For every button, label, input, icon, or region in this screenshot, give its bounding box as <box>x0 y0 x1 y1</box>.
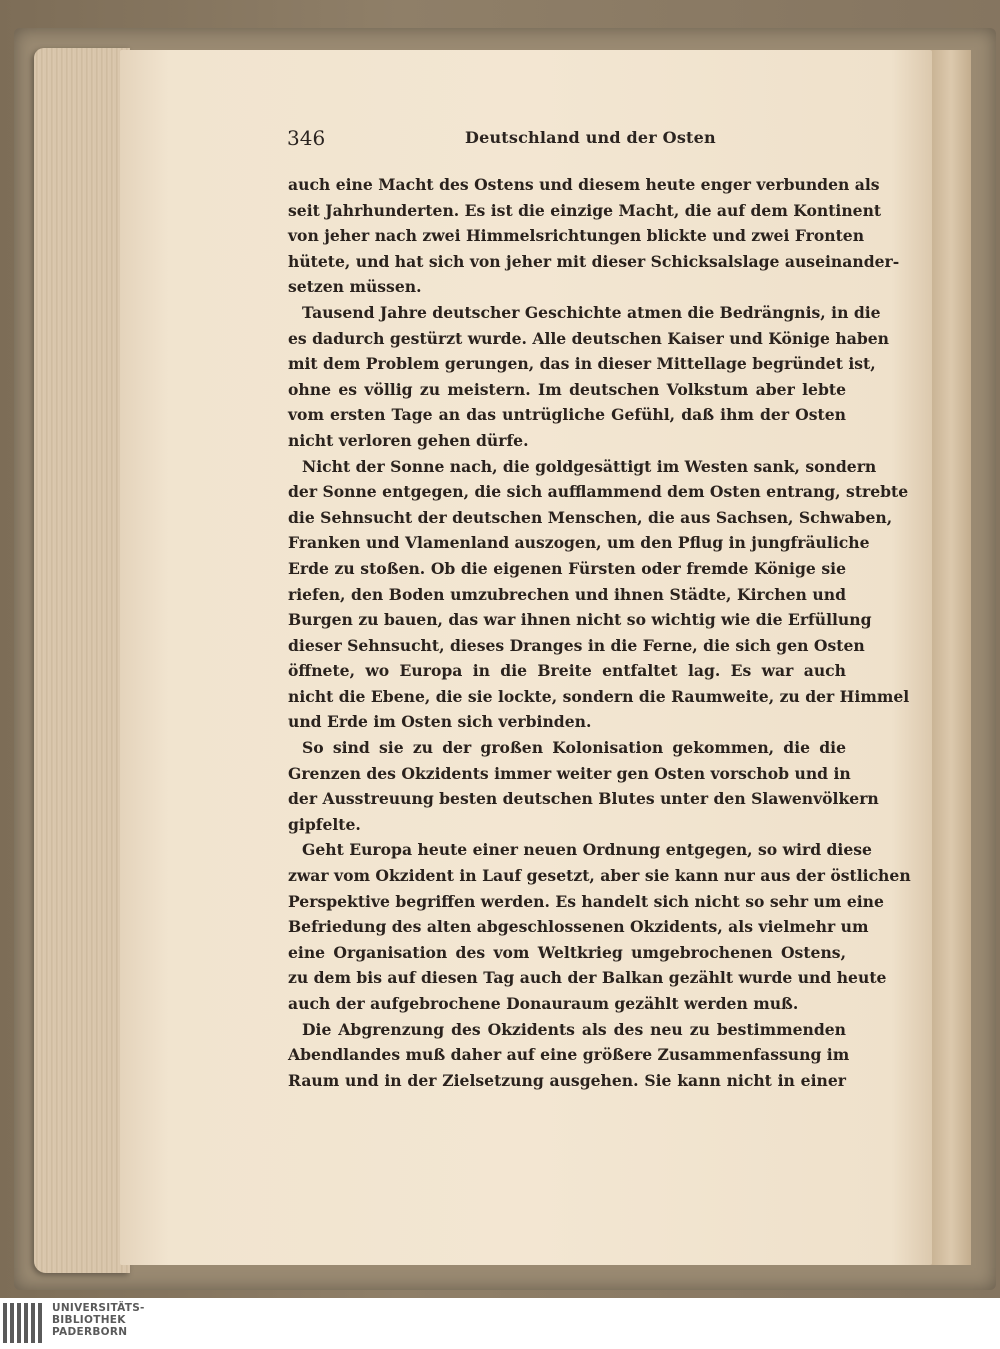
text-line: der Sonne entgegen, die sich aufflammend dem Osten entrang, strebte <box>288 482 909 502</box>
logo-bar <box>3 1303 7 1343</box>
text-line: mit dem Problem gerungen, das in dieser Mittellage begründet ist, <box>288 354 876 374</box>
text-line: nicht die Ebene, die sie lockte, sondern die Raumweite, zu der Himmel <box>288 686 910 706</box>
text-line: riefen, den Boden umzubrechen und ihnen Städte, Kirchen und <box>288 584 846 604</box>
logo-bar <box>17 1303 21 1343</box>
text-line: Nicht der Sonne nach, die goldgesättigt im Westen sank, sondern <box>302 456 877 476</box>
text-line: gipfelte. <box>288 814 361 834</box>
logo-line-3: PADERBORN <box>52 1326 128 1338</box>
text-line: zwar vom Okzident in Lauf gesetzt, aber sie kann nur aus der östlichen <box>288 866 911 886</box>
logo-line-2: BIBLIOTHEK <box>52 1314 126 1326</box>
text-line: ohne es völlig zu meistern. Im deutschen Volkstum aber lebte <box>288 379 846 399</box>
text-line: von jeher nach zwei Himmelsrichtungen blickte und zwei Fronten <box>288 226 865 246</box>
logo-bar <box>31 1303 35 1343</box>
library-logo-text <box>52 1302 145 1338</box>
text-line: dieser Sehnsucht, dieses Dranges in die Ferne, die sich gen Osten <box>288 635 865 655</box>
text-line: Franken und Vlamenland auszogen, um den Pflug in jungfräuliche <box>288 533 870 553</box>
text-line: Tausend Jahre deutscher Geschichte atmen die Bedrängnis, in die <box>302 302 881 322</box>
text-line: nicht verloren gehen dürfe. <box>288 430 529 450</box>
text-line: Die Abgrenzung des Okzidents als des neu zu bestimmenden <box>302 1019 846 1039</box>
text-line: es dadurch gestürzt wurde. Alle deutschen Kaiser und Könige haben <box>288 328 889 348</box>
page-header <box>287 126 847 156</box>
logo-line-1: UNIVERSITÄTS- <box>52 1302 145 1314</box>
text-line: seit Jahrhunderten. Es ist die einzige Macht, die auf dem Kontinent <box>288 200 882 220</box>
text-line: auch der aufgebrochene Donauraum gezählt werden muß. <box>288 994 799 1013</box>
text-line: Erde zu stoßen. Ob die eigenen Fürsten oder fremde Könige sie <box>288 558 846 578</box>
text-line: Abendlandes muß daher auf eine größere Zusammenfassung im <box>288 1045 850 1065</box>
library-logo-icon <box>3 1303 43 1343</box>
text-line: zu dem bis auf diesen Tag auch der Balkan gezählt wurde und heute <box>288 968 887 988</box>
text-line: die Sehnsucht der deutschen Menschen, die aus Sachsen, Schwaben, <box>288 507 893 527</box>
footer-bar <box>0 1298 1000 1349</box>
text-line: Grenzen des Okzidents immer weiter gen Osten vorschob und in <box>288 763 851 783</box>
text-line: der Ausstreuung besten deutschen Blutes unter den Slawenvölkern <box>288 789 879 809</box>
text-line: Geht Europa heute einer neuen Ordnung entgegen, so wird diese <box>302 840 872 860</box>
text-line: Befriedung des alten abgeschlossenen Okzidents, als vielmehr um <box>288 917 869 937</box>
page-number: 346 <box>287 126 326 150</box>
text-line: Burgen zu bauen, das war ihnen nicht so wichtig wie die Erfüllung <box>288 610 872 630</box>
text-line: setzen müssen. <box>288 277 422 297</box>
text-line: auch eine Macht des Ostens und diesem heute enger verbunden als <box>288 175 880 194</box>
text-line: und Erde im Osten sich verbinden. <box>288 712 592 732</box>
logo-bar <box>38 1303 42 1343</box>
text-line: öffnete, wo Europa in die Breite entfaltet lag. Es war auch <box>288 661 846 681</box>
text-line: eine Organisation des vom Weltkrieg umgebrochenen Ostens, <box>288 942 846 962</box>
logo-bar <box>10 1303 14 1343</box>
logo-bar <box>24 1303 28 1343</box>
facing-page-edge <box>930 50 971 1265</box>
text-line: Perspektive begriffen werden. Es handelt sich nicht so sehr um eine <box>288 891 884 911</box>
text-line: Raum und in der Zielsetzung ausgehen. Sie kann nicht in einer <box>288 1070 846 1090</box>
text-line: hütete, und hat sich von jeher mit dieser Schicksalslage auseinander- <box>288 251 900 271</box>
body-text <box>288 172 911 1093</box>
running-title: Deutschland und der Osten <box>465 128 716 147</box>
text-line: So sind sie zu der großen Kolonisation gekommen, die die <box>302 738 846 758</box>
page-edges-stack <box>34 48 130 1273</box>
text-line: vom ersten Tage an das untrügliche Gefühl, daß ihm der Osten <box>288 405 846 425</box>
